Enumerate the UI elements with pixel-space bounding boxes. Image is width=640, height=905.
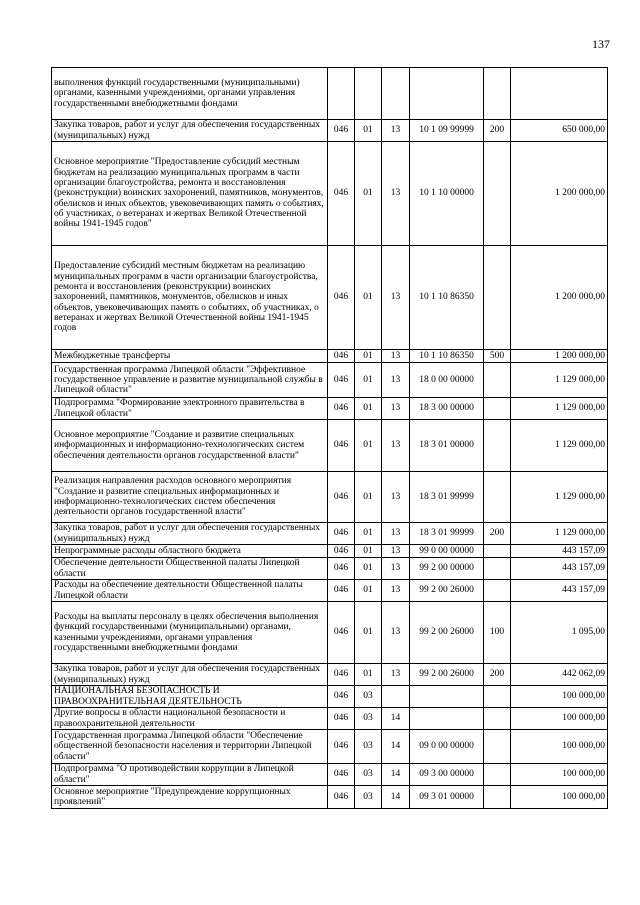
table-row [52, 398, 608, 420]
row-target-code: 09 3 01 00000 [410, 786, 484, 809]
row-ministry-code: 046 [328, 142, 355, 246]
row-expense-type [484, 730, 511, 764]
row-amount: 1 129 000,00 [511, 398, 608, 420]
page-number: 137 [592, 37, 610, 51]
row-ministry-code: 046 [328, 708, 355, 730]
row-subsection-code [382, 686, 410, 708]
row-expense-type [484, 246, 511, 350]
row-expense-type [484, 472, 511, 523]
row-target-code [410, 686, 484, 708]
row-amount: 100 000,00 [511, 786, 608, 809]
row-subsection-code: 13 [382, 398, 410, 420]
row-target-code: 18 3 01 99999 [410, 523, 484, 545]
row-expense-type: 500 [484, 350, 511, 363]
row-name: Закупка товаров, работ и услуг для обеспечения государственных (муниципальных) нужд [52, 120, 328, 142]
row-name: Межбюджетные трансферты [52, 350, 328, 363]
row-section-code: 01 [355, 350, 382, 363]
row-target-code [410, 68, 484, 120]
row-name: Непрограммные расходы областного бюджета [52, 545, 328, 558]
row-amount: 442 062,09 [511, 664, 608, 686]
row-expense-type [484, 363, 511, 398]
row-section-code: 03 [355, 764, 382, 786]
table-row [52, 142, 608, 246]
table-row [52, 664, 608, 686]
table-row [52, 686, 608, 708]
row-expense-type: 200 [484, 120, 511, 142]
budget-table-body [52, 68, 608, 809]
row-section-code: 03 [355, 730, 382, 764]
row-section-code: 01 [355, 580, 382, 602]
row-expense-type [484, 398, 511, 420]
row-expense-type: 200 [484, 523, 511, 545]
row-ministry-code: 046 [328, 363, 355, 398]
row-name: Подпрограмма "О противодействии коррупции в Липецкой области" [52, 764, 328, 786]
row-name: Расходы на обеспечение деятельности Общественной палаты Липецкой области [52, 580, 328, 602]
row-expense-type: 200 [484, 664, 511, 686]
row-ministry-code: 046 [328, 246, 355, 350]
row-section-code: 01 [355, 363, 382, 398]
row-section-code [355, 68, 382, 120]
table-row [52, 786, 608, 809]
row-amount: 443 157,09 [511, 558, 608, 580]
row-section-code: 01 [355, 142, 382, 246]
row-subsection-code: 13 [382, 120, 410, 142]
row-target-code: 10 1 10 86350 [410, 246, 484, 350]
row-name: Основное мероприятие "Создание и развитие специальных информационных и информационно-технологических систем обеспечения деятельности органов государственной власти" [52, 420, 328, 472]
row-amount: 1 095,00 [511, 602, 608, 664]
row-subsection-code [382, 68, 410, 120]
row-name: Реализация направления расходов основного мероприятия "Создание и развитие специальных информационных и информационно-технологических систем обеспечения деятельности органов государственной власти" [52, 472, 328, 523]
row-target-code [410, 708, 484, 730]
row-name: Другие вопросы в области национальной безопасности и правоохранительной деятельности [52, 708, 328, 730]
row-target-code: 10 1 10 00000 [410, 142, 484, 246]
row-name: Государственная программа Липецкой области "Эффективное государственное управление и развитие муниципальной службы в Липецкой области" [52, 363, 328, 398]
row-ministry-code: 046 [328, 398, 355, 420]
row-section-code: 01 [355, 545, 382, 558]
row-target-code: 18 3 00 00000 [410, 398, 484, 420]
row-name: Основное мероприятие "Предоставление субсидий местным бюджетам на реализацию муниципальных программ в части организации благоустройства, ремонта и восстановления (реконструкции) воинских захоронений, памятников, монументов, обелисков и иных объектов, увековечивающих память о событиях, об участниках, о ветеранах и жертвах Великой Отечественной войны 1941-1945 годов" [52, 142, 328, 246]
table-row [52, 120, 608, 142]
row-name: Расходы на выплаты персоналу в целях обеспечения выполнения функций государственными (муниципальными) органами, казенными учреждениями, органами управления государственными внебюджетными фондами [52, 602, 328, 664]
row-subsection-code: 13 [382, 523, 410, 545]
row-ministry-code: 046 [328, 664, 355, 686]
table-row [52, 708, 608, 730]
row-name: выполнения функций государственными (муниципальными) органами, казенными учреждениями, органами управления государственными внебюджетными фондами [52, 68, 328, 120]
row-amount: 443 157,09 [511, 545, 608, 558]
row-amount: 100 000,00 [511, 708, 608, 730]
row-expense-type [484, 545, 511, 558]
row-subsection-code: 13 [382, 420, 410, 472]
row-target-code: 99 2 00 26000 [410, 664, 484, 686]
row-amount: 1 129 000,00 [511, 523, 608, 545]
row-target-code: 99 0 00 00000 [410, 545, 484, 558]
row-amount: 1 200 000,00 [511, 246, 608, 350]
row-expense-type [484, 142, 511, 246]
table-row [52, 764, 608, 786]
row-expense-type [484, 580, 511, 602]
row-ministry-code: 046 [328, 523, 355, 545]
row-name: Закупка товаров, работ и услуг для обеспечения государственных (муниципальных) нужд [52, 523, 328, 545]
table-row [52, 246, 608, 350]
row-ministry-code: 046 [328, 580, 355, 602]
row-name: Основное мероприятие "Предупреждение коррупционных проявлений" [52, 786, 328, 809]
row-expense-type: 100 [484, 602, 511, 664]
row-section-code: 01 [355, 398, 382, 420]
row-subsection-code: 14 [382, 764, 410, 786]
row-target-code: 18 3 01 99999 [410, 472, 484, 523]
row-section-code: 01 [355, 558, 382, 580]
row-ministry-code: 046 [328, 472, 355, 523]
row-expense-type [484, 420, 511, 472]
row-subsection-code: 13 [382, 664, 410, 686]
row-section-code: 03 [355, 708, 382, 730]
row-amount: 1 129 000,00 [511, 472, 608, 523]
row-subsection-code: 13 [382, 602, 410, 664]
row-ministry-code: 046 [328, 558, 355, 580]
row-subsection-code: 13 [382, 580, 410, 602]
table-row [52, 730, 608, 764]
row-expense-type [484, 764, 511, 786]
row-subsection-code: 13 [382, 545, 410, 558]
row-ministry-code: 046 [328, 420, 355, 472]
row-target-code: 09 3 00 00000 [410, 764, 484, 786]
row-target-code: 10 1 10 86350 [410, 350, 484, 363]
row-ministry-code: 046 [328, 350, 355, 363]
row-section-code: 01 [355, 120, 382, 142]
row-amount: 1 129 000,00 [511, 420, 608, 472]
row-amount: 1 129 000,00 [511, 363, 608, 398]
budget-table [51, 67, 608, 809]
row-subsection-code: 13 [382, 558, 410, 580]
row-subsection-code: 13 [382, 142, 410, 246]
row-name: Предоставление субсидий местным бюджетам на реализацию муниципальных программ в части организации благоустройства, ремонта и восстановления (реконструкции) воинских захоронений, памятников, монументов, обелисков и иных объектов, увековечивающих память о событиях, об участниках, о ветеранах и жертвах Великой Отечественной войны 1941-1945 годов [52, 246, 328, 350]
table-row [52, 545, 608, 558]
row-ministry-code: 046 [328, 786, 355, 809]
row-target-code: 99 2 00 00000 [410, 558, 484, 580]
row-expense-type [484, 708, 511, 730]
row-section-code: 01 [355, 420, 382, 472]
row-amount: 1 200 000,00 [511, 142, 608, 246]
row-name: Обеспечение деятельности Общественной палаты Липецкой области [52, 558, 328, 580]
table-row [52, 68, 608, 120]
row-ministry-code: 046 [328, 120, 355, 142]
row-name: НАЦИОНАЛЬНАЯ БЕЗОПАСНОСТЬ И ПРАВООХРАНИТЕЛЬНАЯ ДЕЯТЕЛЬНОСТЬ [52, 686, 328, 708]
row-section-code: 01 [355, 246, 382, 350]
row-amount [511, 68, 608, 120]
table-row [52, 350, 608, 363]
row-section-code: 01 [355, 602, 382, 664]
row-amount: 100 000,00 [511, 764, 608, 786]
row-name: Государственная программа Липецкой области "Обеспечение общественной безопасности населения и территории Липецкой области" [52, 730, 328, 764]
table-row [52, 558, 608, 580]
row-ministry-code: 046 [328, 764, 355, 786]
row-ministry-code: 046 [328, 730, 355, 764]
row-expense-type [484, 686, 511, 708]
row-ministry-code: 046 [328, 686, 355, 708]
row-name: Закупка товаров, работ и услуг для обеспечения государственных (муниципальных) нужд [52, 664, 328, 686]
table-row [52, 523, 608, 545]
row-target-code: 99 2 00 26000 [410, 602, 484, 664]
row-target-code: 09 0 00 00000 [410, 730, 484, 764]
table-row [52, 602, 608, 664]
table-row [52, 363, 608, 398]
row-name: Подпрограмма "Формирование электронного правительства в Липецкой области" [52, 398, 328, 420]
row-subsection-code: 13 [382, 472, 410, 523]
row-section-code: 01 [355, 472, 382, 523]
row-expense-type [484, 786, 511, 809]
row-ministry-code: 046 [328, 602, 355, 664]
table-row [52, 472, 608, 523]
row-expense-type [484, 558, 511, 580]
row-expense-type [484, 68, 511, 120]
row-amount: 1 200 000,00 [511, 350, 608, 363]
row-target-code: 10 1 09 99999 [410, 120, 484, 142]
row-amount: 650 000,00 [511, 120, 608, 142]
row-section-code: 03 [355, 786, 382, 809]
row-ministry-code: 046 [328, 545, 355, 558]
table-row [52, 580, 608, 602]
row-target-code: 99 2 00 26000 [410, 580, 484, 602]
table-row [52, 420, 608, 472]
row-section-code: 01 [355, 523, 382, 545]
row-subsection-code: 14 [382, 786, 410, 809]
row-amount: 100 000,00 [511, 730, 608, 764]
row-amount: 443 157,09 [511, 580, 608, 602]
row-subsection-code: 13 [382, 350, 410, 363]
row-target-code: 18 3 01 00000 [410, 420, 484, 472]
row-subsection-code: 13 [382, 246, 410, 350]
row-subsection-code: 13 [382, 363, 410, 398]
row-target-code: 18 0 00 00000 [410, 363, 484, 398]
row-subsection-code: 14 [382, 708, 410, 730]
row-section-code: 01 [355, 664, 382, 686]
row-ministry-code [328, 68, 355, 120]
row-amount: 100 000,00 [511, 686, 608, 708]
row-section-code: 03 [355, 686, 382, 708]
row-subsection-code: 14 [382, 730, 410, 764]
